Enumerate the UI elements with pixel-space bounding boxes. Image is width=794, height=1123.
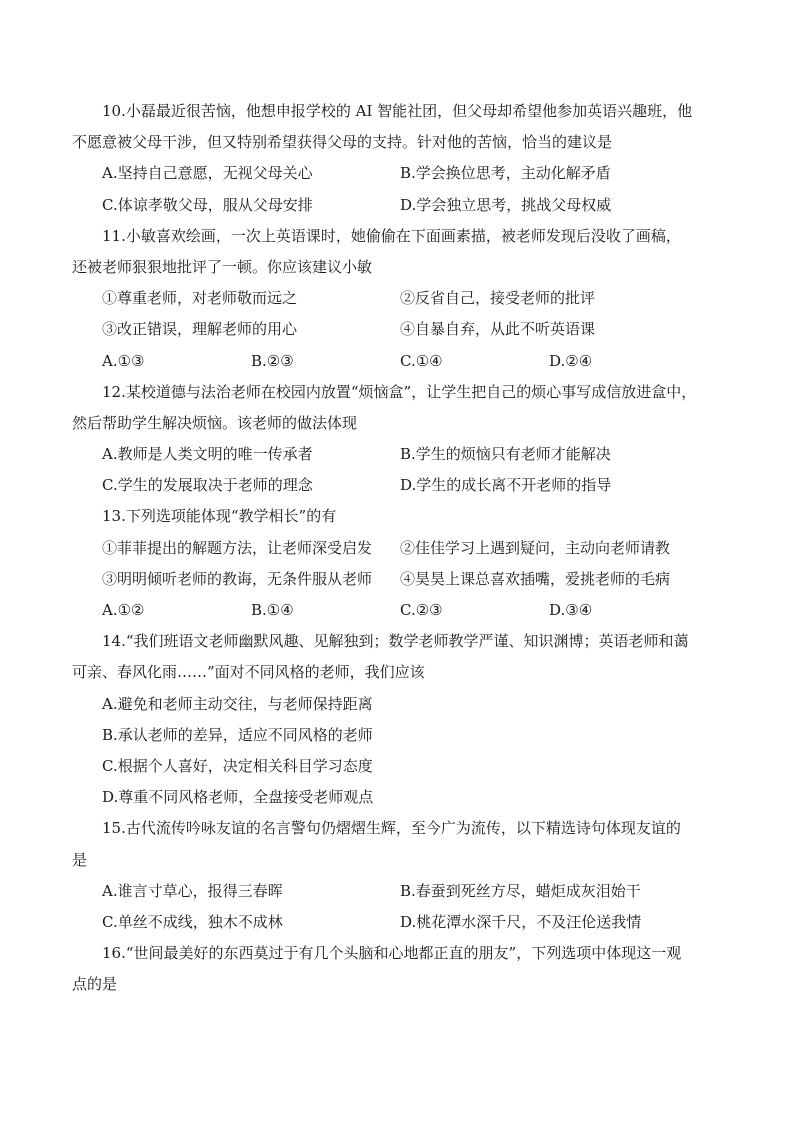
option-b[interactable]: B.承认老师的差异，适应不同风格的老师 [102, 725, 373, 744]
question-11-stem-line-1: 11.小敏喜欢绘画，一次上英语课时，她偷偷在下面画素描，被老师发现后没收了画稿， [102, 226, 681, 245]
option-d[interactable]: D.学会独立思考，挑战父母权威 [400, 195, 612, 214]
option-b[interactable]: B.学生的烦恼只有老师才能解决 [400, 445, 611, 464]
question-16 [72, 938, 722, 1000]
question-12-options-row-1 [72, 439, 722, 470]
statement-3: ③明明倾听老师的教诲，无条件服从老师 [102, 569, 373, 588]
option-b[interactable]: B.学会换位思考，主动化解矛盾 [400, 164, 611, 183]
question-15-stem-line-1: 15.古代流传吟咏友谊的名言警句仍熠熠生辉，至今广为流传，以下精选诗句体现友谊的 [102, 819, 681, 838]
question-13-options-row [72, 595, 722, 626]
option-a[interactable]: A.坚持自己意愿，无视父母关心 [102, 164, 313, 183]
statement-3: ③改正错误，理解老师的用心 [102, 320, 298, 339]
question-11 [72, 221, 722, 377]
question-13-stem-line-1: 13.下列选项能体现“教学相长”的有 [102, 507, 337, 526]
question-12-stem-line-2: 然后帮助学生解决烦恼。该老师的做法体现 [72, 413, 358, 432]
question-16-stem-line-1: 16.“世间最美好的东西莫过于有几个头脑和心地都正直的朋友”，下列选项中体现这一观 [102, 944, 682, 963]
question-12 [72, 377, 722, 502]
option-c[interactable]: C.根据个人喜好，决定相关科目学习态度 [102, 756, 373, 775]
question-11-items-row-1 [72, 283, 722, 314]
option-a[interactable]: A.①③ [102, 351, 145, 370]
statement-1: ①菲菲提出的解题方法，让老师深受启发 [102, 538, 373, 557]
question-10-options-row-2 [72, 190, 722, 221]
question-15 [72, 813, 722, 938]
question-10-stem-line-2: 不愿意被父母干涉，但又特别希望获得父母的支持。针对他的苦恼，恰当的建议是 [72, 133, 613, 152]
option-c[interactable]: C.①④ [400, 351, 443, 370]
option-c[interactable]: C.体谅孝敬父母，服从父母安排 [102, 195, 313, 214]
statement-4: ④自暴自弃，从此不听英语课 [400, 320, 596, 339]
option-d[interactable]: D.②④ [549, 351, 593, 370]
question-11-stem-line-2: 还被老师狠狠地批评了一顿。你应该建议小敏 [72, 257, 373, 276]
option-c[interactable]: C.②③ [400, 601, 443, 619]
statement-2: ②佳佳学习上遇到疑问，主动向老师请教 [400, 538, 671, 557]
question-15-stem-line-2: 是 [72, 850, 88, 869]
statement-4: ④昊昊上课总喜欢插嘴，爱挑老师的毛病 [400, 569, 671, 588]
question-14-stem-line-2: 可亲、春风化雨……”面对不同风格的老师，我们应该 [72, 663, 425, 682]
option-a[interactable]: A.教师是人类文明的唯一传承者 [102, 445, 313, 464]
option-d[interactable]: D.③④ [549, 601, 593, 619]
option-d[interactable]: D.尊重不同风格老师，全盘接受老师观点 [102, 788, 374, 807]
question-13-items-row-1 [72, 533, 722, 564]
question-11-items-row-2 [72, 314, 722, 345]
question-13 [72, 501, 722, 626]
question-list [72, 96, 722, 1000]
option-d[interactable]: D.桃花潭水深千尺，不及汪伦送我情 [400, 912, 642, 931]
statement-2: ②反省自己，接受老师的批评 [400, 289, 596, 308]
question-14-stem-line-1: 14.“我们班语文老师幽默风趣、见解独到；数学老师教学严谨、知识渊博；英语老师和蔼 [102, 632, 689, 651]
question-15-options-row-1 [72, 876, 722, 907]
question-10 [72, 96, 722, 221]
option-b[interactable]: B.春蚕到死丝方尽，蜡炬成灰泪始干 [400, 881, 641, 900]
option-a[interactable]: A.避免和老师主动交往，与老师保持距离 [102, 694, 373, 713]
question-13-items-row-2 [72, 564, 722, 595]
option-a[interactable]: A.①② [102, 601, 145, 619]
question-10-options-row-1 [72, 158, 722, 189]
question-14 [72, 626, 722, 813]
question-12-stem-line-1: 12.某校道德与法治老师在校园内放置“烦恼盒”，让学生把自己的烦心事写成信放进盒中， [102, 382, 697, 401]
option-b[interactable]: B.①④ [251, 601, 294, 619]
question-15-options-row-2 [72, 907, 722, 938]
option-c[interactable]: C.单丝不成线，独木不成林 [102, 912, 283, 931]
question-12-options-row-2 [72, 470, 722, 501]
question-16-stem-line-2: 点的是 [72, 975, 118, 994]
question-11-options-row [72, 346, 722, 377]
question-10-stem-line-1: 10.小磊最近很苦恼，他想申报学校的 AI 智能社团，但父母却希望他参加英语兴趣班，他 [102, 102, 693, 120]
option-b[interactable]: B.②③ [251, 351, 294, 370]
option-c[interactable]: C.学生的发展取决于老师的理念 [102, 476, 313, 495]
statement-1: ①尊重老师，对老师敬而远之 [102, 289, 298, 308]
option-d[interactable]: D.学生的成长离不开老师的指导 [400, 476, 612, 495]
option-a[interactable]: A.谁言寸草心，报得三春晖 [102, 881, 283, 900]
